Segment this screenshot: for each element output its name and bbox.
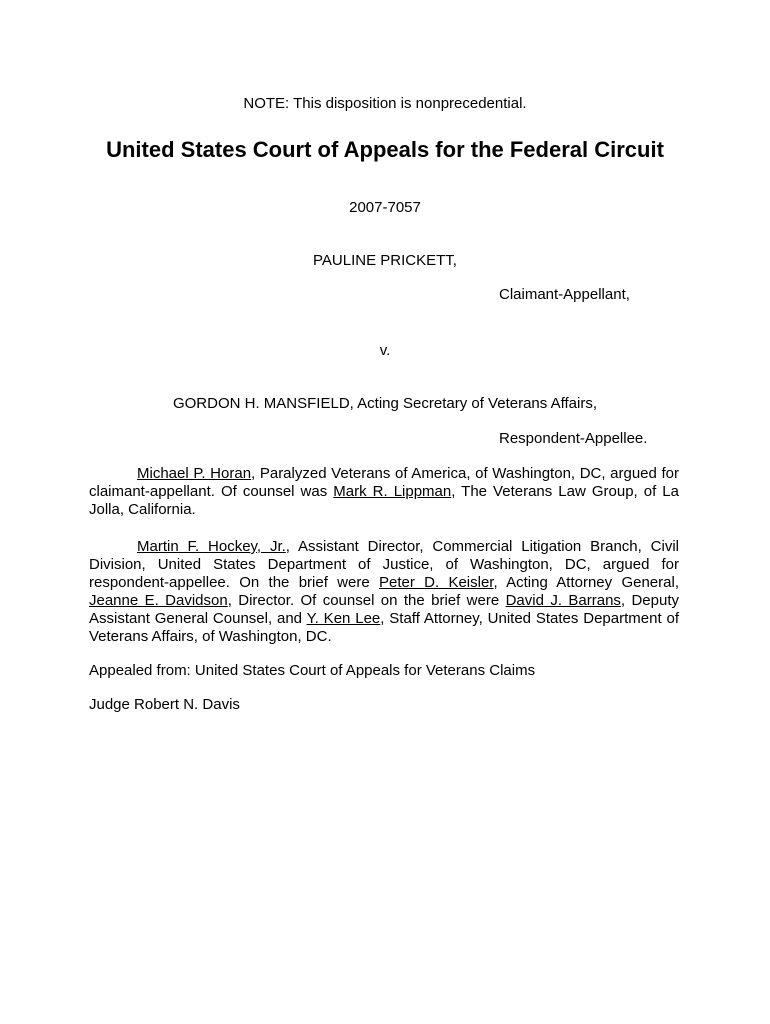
attorney-name: Michael P. Horan: [137, 465, 252, 482]
attorney-name: David J. Barrans: [505, 592, 621, 609]
respondent-counsel-paragraph: [89, 538, 679, 646]
respondent-name: GORDON H. MANSFIELD, Acting Secretary of Veterans Affairs,: [172, 395, 598, 412]
attorney-name: Martin F. Hockey, Jr.: [137, 538, 286, 555]
appealed-from: Appealed from: United States Court of Appeals for Veterans Claims: [89, 662, 536, 679]
attorney-name: Mark R. Lippman: [333, 483, 452, 500]
counsel-text: , Director. Of counsel on the brief were: [227, 592, 506, 609]
counsel-text: , Deputy Assistant General Counsel, and: [89, 592, 680, 627]
attorney-name: Peter D. Keisler: [379, 574, 494, 591]
counsel-text: , Assistant Director, Commercial Litigation Branch, Civil Division, United States Department of Justice, of Washington, DC, argued for respondent-appellee. On the brief were: [89, 538, 679, 591]
attorney-name: Jeanne E. Davidson: [89, 592, 228, 609]
claimant-name: PAULINE PRICKETT,: [313, 252, 457, 269]
counsel-text: , Paralyzed Veterans of America, of Washington, DC, argued for claimant-appellant. Of counsel was: [89, 465, 679, 500]
attorney-name: Y. Ken Lee: [306, 610, 381, 627]
judge-name: Judge Robert N. Davis: [89, 696, 240, 713]
claimant-counsel-paragraph: [89, 465, 679, 519]
disposition-note: NOTE: This disposition is nonprecedential.: [243, 95, 527, 112]
counsel-text: , Staff Attorney, United States Department of Veterans Affairs, of Washington, DC.: [89, 610, 679, 645]
claimant-role: Claimant-Appellant,: [499, 286, 630, 303]
respondent-role: Respondent-Appellee.: [499, 430, 648, 447]
counsel-text: , The Veterans Law Group, of La Jolla, California.: [89, 483, 679, 518]
versus-label: v.: [379, 342, 391, 359]
counsel-text: , Acting Attorney General,: [493, 574, 679, 591]
court-title: United States Court of Appeals for the Federal Circuit: [106, 137, 664, 162]
docket-number: 2007-7057: [349, 199, 421, 216]
